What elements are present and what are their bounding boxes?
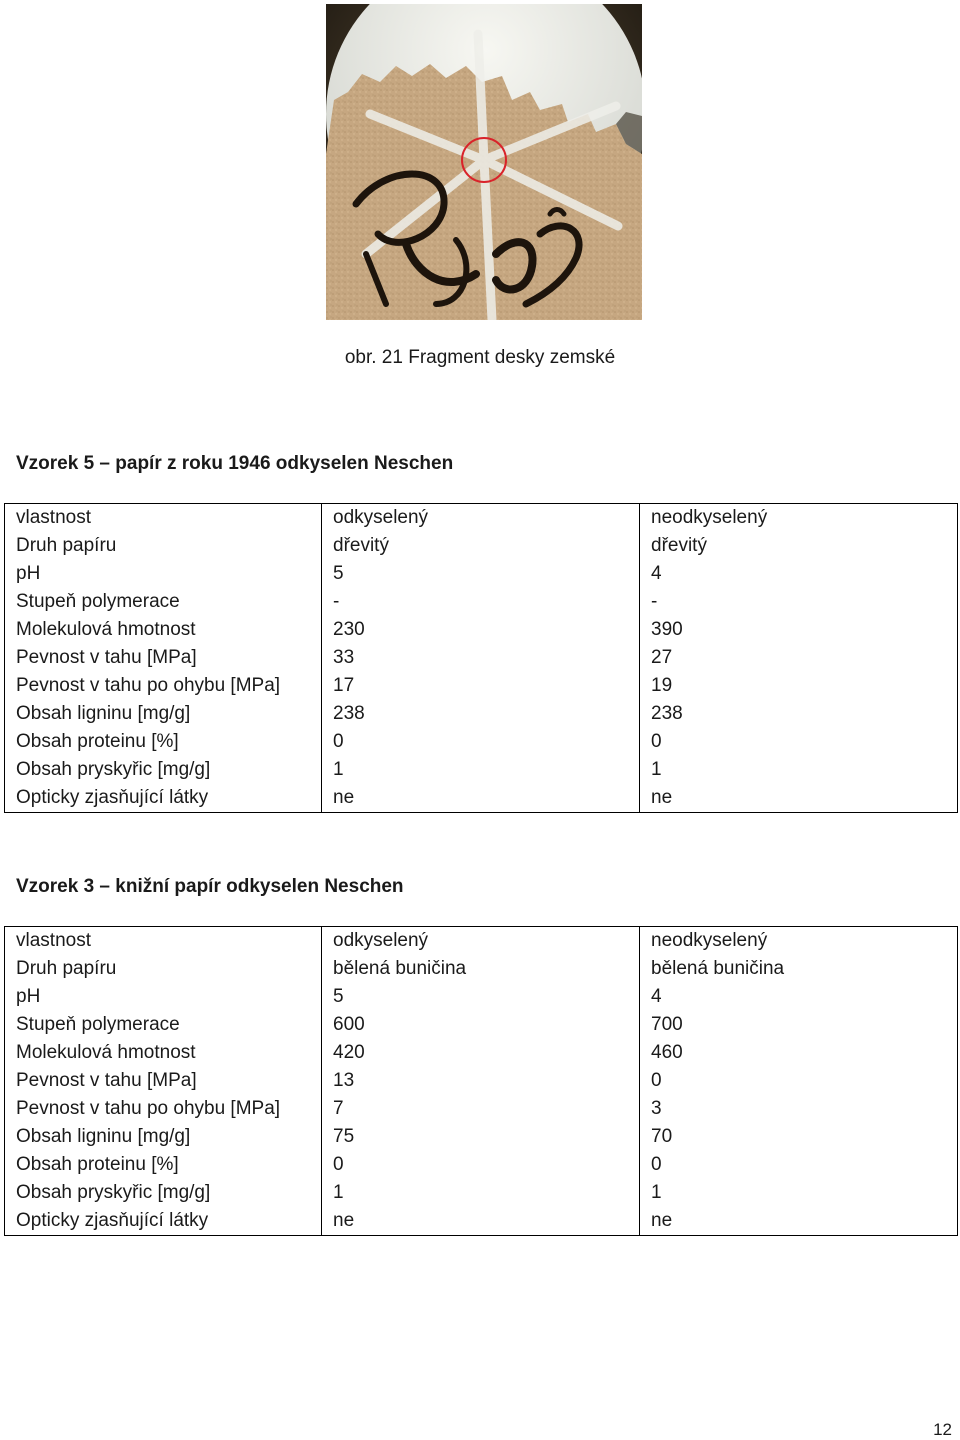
property-cell: Opticky zjasňující látky — [5, 784, 322, 813]
untreated-value-cell: - — [640, 588, 958, 616]
untreated-value-cell: 4 — [640, 560, 958, 588]
table-row — [5, 955, 958, 983]
untreated-value-cell: 70 — [640, 1123, 958, 1151]
untreated-value-cell: 19 — [640, 672, 958, 700]
table-row — [5, 588, 958, 616]
untreated-value-cell: 0 — [640, 728, 958, 756]
table-row — [5, 644, 958, 672]
table-row — [5, 532, 958, 560]
property-cell: Druh papíru — [5, 955, 322, 983]
table-row — [5, 927, 958, 956]
table-row — [5, 672, 958, 700]
untreated-value-cell: 0 — [640, 1151, 958, 1179]
property-cell: vlastnost — [5, 504, 322, 533]
figure-caption: obr. 21 Fragment desky zemské — [344, 347, 616, 368]
table-row — [5, 1207, 958, 1236]
property-cell: Opticky zjasňující látky — [5, 1207, 322, 1236]
untreated-value-cell: 1 — [640, 756, 958, 784]
property-cell: Obsah pryskyřic [mg/g] — [5, 756, 322, 784]
table-row — [5, 616, 958, 644]
treated-value-cell: 600 — [322, 1011, 640, 1039]
property-cell: pH — [5, 983, 322, 1011]
table-row — [5, 1067, 958, 1095]
untreated-value-cell: 0 — [640, 1067, 958, 1095]
table-row — [5, 504, 958, 533]
treated-value-cell: odkyselený — [322, 927, 640, 956]
treated-value-cell: 17 — [322, 672, 640, 700]
untreated-value-cell: 460 — [640, 1039, 958, 1067]
table-row — [5, 560, 958, 588]
property-cell: vlastnost — [5, 927, 322, 956]
table-row — [5, 784, 958, 813]
fragment-photo — [326, 4, 642, 320]
treated-value-cell: 0 — [322, 728, 640, 756]
treated-value-cell: 0 — [322, 1151, 640, 1179]
property-cell: Pevnost v tahu [MPa] — [5, 644, 322, 672]
table-row — [5, 728, 958, 756]
untreated-value-cell: neodkyselený — [640, 504, 958, 533]
untreated-value-cell: ne — [640, 1207, 958, 1236]
treated-value-cell: 5 — [322, 560, 640, 588]
section-title-sample-3: Vzorek 3 – knižní papír odkyselen Neschen — [16, 876, 404, 897]
treated-value-cell: - — [322, 588, 640, 616]
property-cell: Druh papíru — [5, 532, 322, 560]
treated-value-cell: 75 — [322, 1123, 640, 1151]
treated-value-cell: 13 — [322, 1067, 640, 1095]
treated-value-cell: 420 — [322, 1039, 640, 1067]
untreated-value-cell: 700 — [640, 1011, 958, 1039]
untreated-value-cell: 1 — [640, 1179, 958, 1207]
table-row — [5, 983, 958, 1011]
property-cell: Obsah pryskyřic [mg/g] — [5, 1179, 322, 1207]
property-cell: pH — [5, 560, 322, 588]
treated-value-cell: odkyselený — [322, 504, 640, 533]
treated-value-cell: 230 — [322, 616, 640, 644]
property-cell: Pevnost v tahu [MPa] — [5, 1067, 322, 1095]
untreated-value-cell: ne — [640, 784, 958, 813]
section-title-sample-5: Vzorek 5 – papír z roku 1946 odkyselen Neschen — [16, 453, 454, 474]
treated-value-cell: 5 — [322, 983, 640, 1011]
page-number: 12 — [933, 1420, 952, 1439]
treated-value-cell: 1 — [322, 756, 640, 784]
untreated-value-cell: 390 — [640, 616, 958, 644]
treated-value-cell: ne — [322, 1207, 640, 1236]
treated-value-cell: 7 — [322, 1095, 640, 1123]
table-row — [5, 1095, 958, 1123]
untreated-value-cell: 4 — [640, 983, 958, 1011]
property-cell: Molekulová hmotnost — [5, 1039, 322, 1067]
untreated-value-cell: dřevitý — [640, 532, 958, 560]
table-row — [5, 1151, 958, 1179]
table-row — [5, 1039, 958, 1067]
treated-value-cell: ne — [322, 784, 640, 813]
untreated-value-cell: neodkyselený — [640, 927, 958, 956]
property-cell: Obsah proteinu [%] — [5, 1151, 322, 1179]
untreated-value-cell: bělená buničina — [640, 955, 958, 983]
untreated-value-cell: 3 — [640, 1095, 958, 1123]
treated-value-cell: dřevitý — [322, 532, 640, 560]
treated-value-cell: 33 — [322, 644, 640, 672]
untreated-value-cell: 27 — [640, 644, 958, 672]
table-row — [5, 756, 958, 784]
property-cell: Obsah proteinu [%] — [5, 728, 322, 756]
property-cell: Pevnost v tahu po ohybu [MPa] — [5, 672, 322, 700]
property-cell: Stupeň polymerace — [5, 588, 322, 616]
properties-table-sample-3 — [4, 926, 958, 1236]
table-row — [5, 1123, 958, 1151]
fragment-photo-illustration — [326, 4, 642, 320]
property-cell: Pevnost v tahu po ohybu [MPa] — [5, 1095, 322, 1123]
property-cell: Obsah ligninu [mg/g] — [5, 1123, 322, 1151]
treated-value-cell: 238 — [322, 700, 640, 728]
property-cell: Stupeň polymerace — [5, 1011, 322, 1039]
treated-value-cell: 1 — [322, 1179, 640, 1207]
table-row — [5, 1179, 958, 1207]
property-cell: Obsah ligninu [mg/g] — [5, 700, 322, 728]
properties-table-sample-5 — [4, 503, 958, 813]
property-cell: Molekulová hmotnost — [5, 616, 322, 644]
treated-value-cell: bělená buničina — [322, 955, 640, 983]
table-row — [5, 700, 958, 728]
untreated-value-cell: 238 — [640, 700, 958, 728]
table-row — [5, 1011, 958, 1039]
